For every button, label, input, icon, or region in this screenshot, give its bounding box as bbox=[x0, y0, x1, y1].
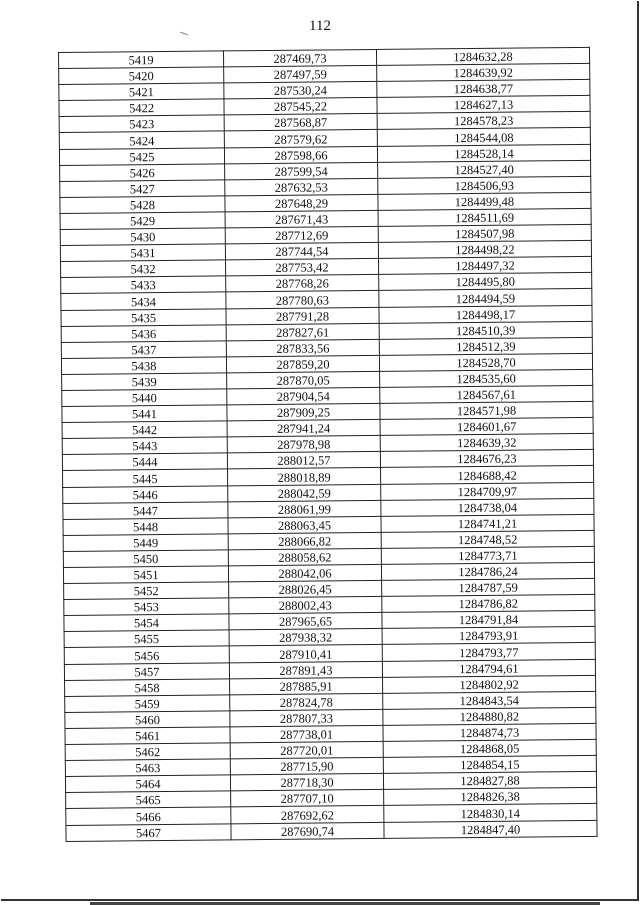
y-coordinate-cell: 1284627,13 bbox=[377, 96, 590, 114]
y-coordinate-cell: 1284510,39 bbox=[379, 321, 592, 339]
point-number-cell: 5460 bbox=[65, 711, 230, 729]
point-number-cell: 5448 bbox=[63, 518, 228, 536]
x-coordinate-cell: 287941,24 bbox=[227, 420, 380, 438]
y-coordinate-cell: 1284787,59 bbox=[382, 578, 595, 596]
point-number-cell: 5461 bbox=[65, 727, 230, 745]
point-number-cell: 5439 bbox=[62, 373, 227, 391]
x-coordinate-cell: 287891,43 bbox=[229, 661, 382, 679]
point-number-cell: 5420 bbox=[59, 67, 224, 85]
y-coordinate-cell: 1284773,71 bbox=[381, 546, 594, 564]
point-number-cell: 5419 bbox=[59, 51, 224, 69]
x-coordinate-cell: 287579,62 bbox=[224, 130, 377, 148]
point-number-cell: 5426 bbox=[60, 164, 225, 182]
point-number-cell: 5429 bbox=[60, 212, 225, 230]
y-coordinate-cell: 1284847,40 bbox=[384, 820, 597, 838]
point-number-cell: 5423 bbox=[59, 115, 224, 133]
x-coordinate-cell: 287530,24 bbox=[224, 82, 377, 100]
y-coordinate-cell: 1284794,61 bbox=[382, 659, 595, 677]
y-coordinate-cell: 1284802,92 bbox=[383, 675, 596, 693]
point-number-cell: 5465 bbox=[66, 791, 231, 809]
y-coordinate-cell: 1284544,08 bbox=[377, 128, 590, 146]
x-coordinate-cell: 288018,89 bbox=[228, 468, 381, 486]
y-coordinate-cell: 1284638,77 bbox=[377, 80, 590, 98]
point-number-cell: 5452 bbox=[64, 582, 229, 600]
y-coordinate-cell: 1284495,80 bbox=[379, 273, 592, 291]
point-number-cell: 5453 bbox=[64, 598, 229, 616]
x-coordinate-cell: 287768,26 bbox=[226, 275, 379, 293]
point-number-cell: 5456 bbox=[64, 646, 229, 664]
x-coordinate-cell: 287910,41 bbox=[229, 645, 382, 663]
coordinates-table-wrapper bbox=[58, 47, 594, 842]
x-coordinate-cell: 287827,61 bbox=[226, 323, 379, 341]
y-coordinate-cell: 1284494,59 bbox=[379, 289, 592, 307]
x-coordinate-cell: 287715,90 bbox=[230, 758, 383, 776]
point-number-cell: 5438 bbox=[61, 357, 226, 375]
y-coordinate-cell: 1284528,14 bbox=[377, 144, 590, 162]
y-coordinate-cell: 1284791,84 bbox=[382, 611, 595, 629]
x-coordinate-cell: 287648,29 bbox=[225, 194, 378, 212]
x-coordinate-cell: 287965,65 bbox=[229, 613, 382, 631]
point-number-cell: 5428 bbox=[60, 196, 225, 214]
point-number-cell: 5435 bbox=[61, 308, 226, 326]
x-coordinate-cell: 288058,62 bbox=[228, 548, 381, 566]
x-coordinate-cell: 287712,69 bbox=[225, 226, 378, 244]
point-number-cell: 5430 bbox=[60, 228, 225, 246]
y-coordinate-cell: 1284632,28 bbox=[376, 47, 589, 65]
point-number-cell: 5451 bbox=[63, 566, 228, 584]
point-number-cell: 5436 bbox=[61, 324, 226, 342]
x-coordinate-cell: 287938,32 bbox=[229, 629, 382, 647]
x-coordinate-cell: 288002,43 bbox=[229, 597, 382, 615]
point-number-cell: 5449 bbox=[63, 534, 228, 552]
y-coordinate-cell: 1284571,98 bbox=[380, 401, 593, 419]
x-coordinate-cell: 287738,01 bbox=[230, 725, 383, 743]
point-number-cell: 5431 bbox=[60, 244, 225, 262]
y-coordinate-cell: 1284741,21 bbox=[381, 514, 594, 532]
y-coordinate-cell: 1284639,32 bbox=[380, 434, 593, 452]
point-number-cell: 5422 bbox=[59, 99, 224, 117]
y-coordinate-cell: 1284639,92 bbox=[377, 63, 590, 81]
x-coordinate-cell: 287833,56 bbox=[226, 339, 379, 357]
x-coordinate-cell: 288012,57 bbox=[227, 452, 380, 470]
point-number-cell: 5455 bbox=[64, 630, 229, 648]
x-coordinate-cell: 287870,05 bbox=[227, 371, 380, 389]
y-coordinate-cell: 1284527,40 bbox=[378, 160, 591, 178]
point-number-cell: 5443 bbox=[62, 437, 227, 455]
point-number-cell: 5466 bbox=[66, 807, 231, 825]
y-coordinate-cell: 1284826,38 bbox=[384, 788, 597, 806]
y-coordinate-cell: 1284738,04 bbox=[381, 498, 594, 516]
point-number-cell: 5437 bbox=[61, 341, 226, 359]
point-number-cell: 5457 bbox=[64, 662, 229, 680]
point-number-cell: 5462 bbox=[65, 743, 230, 761]
x-coordinate-cell: 287720,01 bbox=[230, 741, 383, 759]
y-coordinate-cell: 1284511,69 bbox=[378, 208, 591, 226]
y-coordinate-cell: 1284688,42 bbox=[381, 466, 594, 484]
x-coordinate-cell: 287744,54 bbox=[225, 243, 378, 261]
y-coordinate-cell: 1284830,14 bbox=[384, 804, 597, 822]
point-number-cell: 5432 bbox=[61, 260, 226, 278]
x-coordinate-cell: 287885,91 bbox=[230, 677, 383, 695]
y-coordinate-cell: 1284793,77 bbox=[382, 643, 595, 661]
x-coordinate-cell: 287791,28 bbox=[226, 307, 379, 325]
x-coordinate-cell: 287497,59 bbox=[224, 66, 377, 84]
x-coordinate-cell: 288061,99 bbox=[228, 500, 381, 518]
y-coordinate-cell: 1284786,24 bbox=[381, 562, 594, 580]
y-coordinate-cell: 1284880,82 bbox=[383, 707, 596, 725]
y-coordinate-cell: 1284793,91 bbox=[382, 627, 595, 645]
x-coordinate-cell: 287598,66 bbox=[224, 146, 377, 164]
point-number-cell: 5463 bbox=[65, 759, 230, 777]
y-coordinate-cell: 1284748,52 bbox=[381, 530, 594, 548]
x-coordinate-cell: 287904,54 bbox=[227, 387, 380, 405]
point-number-cell: 5454 bbox=[64, 614, 229, 632]
y-coordinate-cell: 1284507,98 bbox=[378, 224, 591, 242]
point-number-cell: 5445 bbox=[63, 469, 228, 487]
x-coordinate-cell: 287780,63 bbox=[226, 291, 379, 309]
point-number-cell: 5464 bbox=[65, 775, 230, 793]
y-coordinate-cell: 1284528,70 bbox=[379, 353, 592, 371]
y-coordinate-cell: 1284497,32 bbox=[378, 257, 591, 275]
point-number-cell: 5425 bbox=[59, 147, 224, 165]
point-number-cell: 5459 bbox=[65, 695, 230, 713]
x-coordinate-cell: 288026,45 bbox=[229, 581, 382, 599]
x-coordinate-cell: 287859,20 bbox=[226, 355, 379, 373]
point-number-cell: 5424 bbox=[59, 131, 224, 149]
point-number-cell: 5444 bbox=[62, 453, 227, 471]
y-coordinate-cell: 1284854,15 bbox=[383, 755, 596, 773]
coordinates-table bbox=[58, 47, 598, 842]
y-coordinate-cell: 1284676,23 bbox=[380, 450, 593, 468]
x-coordinate-cell: 288042,59 bbox=[228, 484, 381, 502]
x-coordinate-cell: 288066,82 bbox=[228, 532, 381, 550]
coordinates-table-body bbox=[59, 47, 598, 841]
point-number-cell: 5421 bbox=[59, 83, 224, 101]
x-coordinate-cell: 287671,43 bbox=[225, 210, 378, 228]
point-number-cell: 5427 bbox=[60, 180, 225, 198]
x-coordinate-cell: 287568,87 bbox=[224, 114, 377, 132]
y-coordinate-cell: 1284506,93 bbox=[378, 176, 591, 194]
x-coordinate-cell: 287909,25 bbox=[227, 403, 380, 421]
page-number: 112 bbox=[309, 18, 331, 34]
y-coordinate-cell: 1284874,73 bbox=[383, 723, 596, 741]
y-coordinate-cell: 1284601,67 bbox=[380, 418, 593, 436]
point-number-cell: 5447 bbox=[63, 502, 228, 520]
x-coordinate-cell: 287692,62 bbox=[231, 806, 384, 824]
x-coordinate-cell: 287707,10 bbox=[231, 790, 384, 808]
point-number-cell: 5440 bbox=[62, 389, 227, 407]
point-number-cell: 5446 bbox=[63, 485, 228, 503]
y-coordinate-cell: 1284498,17 bbox=[379, 305, 592, 323]
x-coordinate-cell: 288063,45 bbox=[228, 516, 381, 534]
x-coordinate-cell: 287469,73 bbox=[223, 49, 376, 67]
y-coordinate-cell: 1284827,88 bbox=[383, 772, 596, 790]
point-number-cell: 5434 bbox=[61, 292, 226, 310]
y-coordinate-cell: 1284786,82 bbox=[382, 595, 595, 613]
y-coordinate-cell: 1284512,39 bbox=[379, 337, 592, 355]
y-coordinate-cell: 1284868,05 bbox=[383, 739, 596, 757]
y-coordinate-cell: 1284709,97 bbox=[381, 482, 594, 500]
x-coordinate-cell: 287690,74 bbox=[231, 822, 384, 840]
y-coordinate-cell: 1284578,23 bbox=[377, 112, 590, 130]
x-coordinate-cell: 287632,53 bbox=[225, 178, 378, 196]
y-coordinate-cell: 1284843,54 bbox=[383, 691, 596, 709]
point-number-cell: 5433 bbox=[61, 276, 226, 294]
y-coordinate-cell: 1284567,61 bbox=[380, 385, 593, 403]
x-coordinate-cell: 287718,30 bbox=[230, 774, 383, 792]
point-number-cell: 5450 bbox=[63, 550, 228, 568]
point-number-cell: 5458 bbox=[65, 679, 230, 697]
y-coordinate-cell: 1284535,60 bbox=[380, 369, 593, 387]
x-coordinate-cell: 287753,42 bbox=[226, 259, 379, 277]
point-number-cell: 5467 bbox=[66, 823, 231, 841]
x-coordinate-cell: 287545,22 bbox=[224, 98, 377, 116]
x-coordinate-cell: 287599,54 bbox=[225, 162, 378, 180]
point-number-cell: 5441 bbox=[62, 405, 227, 423]
x-coordinate-cell: 287807,33 bbox=[230, 709, 383, 727]
y-coordinate-cell: 1284498,22 bbox=[378, 241, 591, 259]
x-coordinate-cell: 287824,78 bbox=[230, 693, 383, 711]
x-coordinate-cell: 288042,06 bbox=[228, 564, 381, 582]
x-coordinate-cell: 287978,98 bbox=[227, 436, 380, 454]
y-coordinate-cell: 1284499,48 bbox=[378, 192, 591, 210]
point-number-cell: 5442 bbox=[62, 421, 227, 439]
